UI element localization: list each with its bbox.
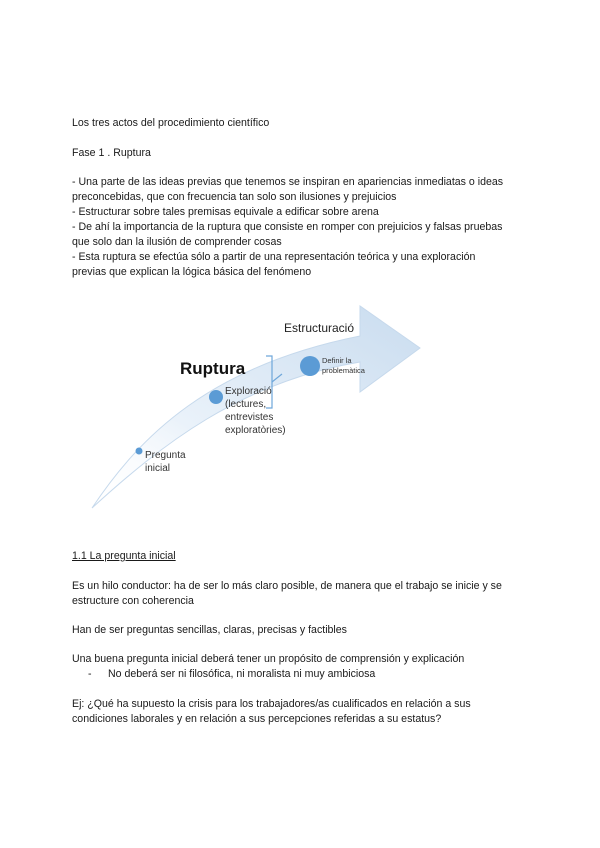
bullet-item [88, 667, 375, 682]
step3-dot [300, 356, 320, 376]
bullet-text: No deberá ser ni filosófica, ni moralista ni muy ambiciosa [108, 668, 376, 680]
intro-line: previas que explican la lógica básica del fenómeno [72, 266, 312, 278]
step2-label-line: exploratòries) [225, 425, 286, 436]
step1-label-line: inicial [145, 463, 171, 474]
step3-label-line: Definir la [322, 356, 352, 365]
intro-line: que solo dan la ilusión de comprender cosas [72, 236, 282, 248]
section-paragraph-2: Han de ser preguntas sencillas, claras, precisas y factibles [72, 624, 347, 636]
section-paragraph-3: Una buena pregunta inicial deberá tener un propósito de comprensión y explicación [72, 653, 465, 665]
phase-title: Fase 1 . Ruptura [72, 147, 151, 159]
step1-label-line: Pregunta [145, 450, 186, 461]
label-ruptura: Ruptura [180, 359, 246, 378]
intro-line: - De ahí la importancia de la ruptura que consiste en romper con prejuicios y falsas pruebas [72, 221, 503, 233]
intro-line: preconcebidas, que con frecuencia tan solo son ilusiones y prejuicios [72, 191, 397, 203]
intro-line: - Estructurar sobre tales premisas equivale a edificar sobre arena [72, 206, 379, 218]
step3-label-line: problemàtica [322, 366, 365, 375]
example-line: Ej: ¿Qué ha supuesto la crisis para los trabajadores/as cualificados en relación a sus [72, 698, 471, 710]
bullet-dash: - [88, 668, 92, 680]
step2-dot [209, 390, 223, 404]
example-paragraph [72, 697, 542, 727]
label-estructuracio: Estructuració [284, 321, 355, 335]
section-p1-line: Es un hilo conductor: ha de ser lo más claro posible, de manera que el trabajo se inicie y se [72, 580, 502, 592]
step2-label-line: entrevistes [225, 412, 274, 423]
example-line: condiciones laborales y en relación a sus percepciones referidas a su estatus? [72, 713, 442, 725]
intro-paragraph [72, 175, 542, 280]
section-title: 1.1 La pregunta inicial [72, 550, 176, 562]
step2-label-line: Exploració [225, 386, 272, 397]
intro-line: - Esta ruptura se efectúa sólo a partir de una representación teórica y una exploración [72, 251, 476, 263]
section-p1-line: estructure con coherencia [72, 595, 194, 607]
intro-line: - Una parte de las ideas previas que tenemos se inspiran en apariencias inmediatas o ideas [72, 176, 504, 188]
section-paragraph-1 [72, 579, 542, 609]
step1-dot [136, 448, 143, 455]
ruptura-diagram [90, 296, 430, 512]
document-heading: Los tres actos del procedimiento científico [72, 117, 270, 129]
step2-label-line: (lectures, [225, 399, 267, 410]
